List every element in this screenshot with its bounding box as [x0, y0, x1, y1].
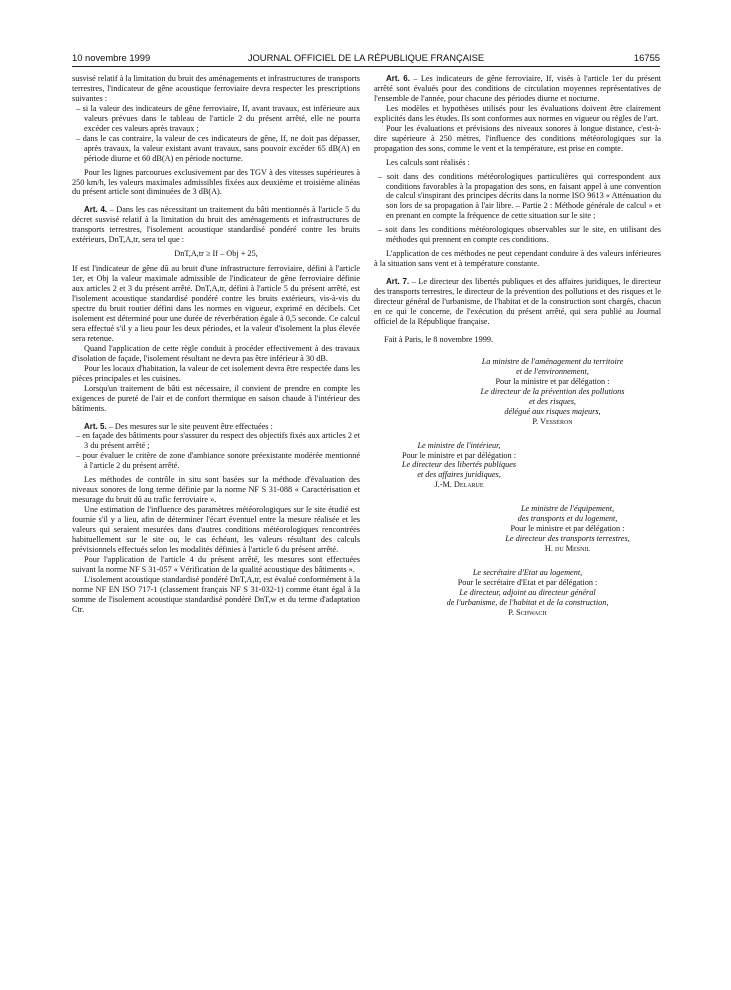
signature-block — [374, 441, 544, 491]
signatory-title: délégué aux risques majeurs, — [504, 406, 601, 416]
signatory-title: des transports et du logement, — [517, 514, 618, 524]
delegation-line: Pour le ministre et par délégation : — [510, 524, 625, 534]
signatory-title: et des risques, — [529, 396, 576, 406]
header-page-number: 16755 — [633, 52, 660, 63]
signatory-title: Le ministre de l'équipement, — [520, 504, 615, 514]
paragraph: Pour les locaux d'habitation, la valeur de cet isolement devra être respectée dans les pièces principales et les cuisines. — [72, 363, 360, 383]
article-text: – Le directeur des libertés publiques et des affaires juridiques, le directeur des transports terrestres, le directeur de la prévention des pollutions et des risques et le directeur général de l'urbanisme, de l'habitat et de la construction sont chargés, chacun en ce qui le concerne, de l'exécution du présent arrêté, qui sera publié au Journal officiel de la République française. — [374, 277, 661, 326]
header-rule — [72, 66, 660, 67]
paragraph: Quand l'application de cette règle conduit à procéder effectivement à des travaux d'isolation de façade, l'isolement résultant ne devra pas être inférieur à 30 dB. — [72, 343, 360, 363]
signatory-name: H. du Mesnil — [544, 544, 591, 554]
signatory-title: Le ministre de l'intérieur, — [417, 440, 501, 450]
signatory-title: et de l'environnement, — [516, 366, 589, 376]
list-item: – soit dans des conditions météorologiques particulières qui correspondent aux conditions favorables à la propagation des sons, en faisant appel à une convention de calcul s'inspirant des principes décrits dans la norme ISO 9613 « Atténuation du son lors de sa propagation à l'air libre. – Partie 2 : Méthode générale de calcul » et en prenant en compte la fréquence de cette situation sur le site ; — [378, 171, 661, 221]
delegation-line: Pour le ministre et par délégation : — [401, 450, 517, 460]
list-item: – soit dans les conditions météorologiques observables sur le site, en utilisant des méthodes qui prennent en compte ces conditions. — [378, 225, 661, 245]
article-label: Art. 6. — [386, 74, 410, 83]
paragraph: susvisé relatif à la limitation du bruit des aménagements et infrastructures de transports terrestres, l'indicateur de gêne acoustique ferroviaire devra respecter les prescriptions suivantes : — [72, 74, 360, 103]
article-label: Art. 5. — [84, 421, 107, 431]
delegation-line: Pour la ministre et par délégation : — [495, 376, 610, 386]
signatory-title: et des affaires juridiques, — [417, 470, 501, 480]
signatory-name: P. Schwach — [508, 607, 547, 617]
signature-block — [374, 568, 661, 618]
header-date: 10 novembre 1999 — [72, 52, 151, 63]
paragraph: Pour les lignes parcourues exclusivement par des TGV à des vitesses supérieures à 250 km/h, les valeurs maximales admissibles fixées aux deuxième et troisième alinéas du présent article sont diminuées de 3 dB(A). — [72, 167, 360, 197]
paragraph: L'application de ces méthodes ne peut cependant conduire à des valeurs inférieures à la situation sans vent et à température constante. — [374, 249, 661, 269]
signatory-title: Le secrétaire d'Etat au logement, — [472, 568, 583, 578]
page-header — [72, 52, 660, 66]
signatory-title: La ministre de l'aménagement du territoire — [481, 356, 624, 366]
signatory-title: Le directeur, adjoint au directeur général — [459, 587, 596, 597]
signatory-title: Le directeur des transports terrestres, — [505, 534, 630, 544]
paragraph: L'isolement acoustique standardisé pondéré DnT,A,tr, est évalué conformément à la norme NF EN ISO 717-1 (classement français NF S 31-032-1) comme étant égal à la somme de l'isolement acoustique standardisé pondéré DnT,w et du terme d'adaptation Ctr. — [72, 574, 360, 614]
paragraph: Pour les évaluations et prévisions des niveaux sonores à longue distance, c'est-à-dire supérieure à 250 mètres, l'influence des conditions météorologiques sur la propagation des sons, comme le vent et la température, est prise en compte. — [374, 123, 661, 153]
list-item: – pour évaluer le critère de zone d'ambiance sonore préexistante modérée mentionné à l'article 2 du présent arrêté. — [76, 451, 360, 471]
article-text: – Les indicateurs de gêne ferroviaire, If, visés à l'article 1er du présent arrêté sont évalués pour des conditions de circulation moyennes représentatives de l'ensemble de l'année, pour chacune des périodes diurne et nocturne. — [374, 74, 661, 103]
paragraph: Une estimation de l'influence des paramètres météorologiques sur le site étudié est fournie s'il y a lieu, afin de déterminer l'écart éventuel entre la mesure réalisée et les valeurs qui seraient mesurées dans d'autres conditions météorologiques rencontrées habituellement sur le site ou, le cas échéant, les valeurs résultant des calculs prévisionnels effectués selon les modalités définies à l'article 6 du présent arrêté. — [72, 505, 360, 554]
list-item: – dans le cas contraire, la valeur de ces indicateurs de gêne, If, ne doit pas dépasser, après travaux, la valeur existant avant travaux, sans pouvoir excéder 65 dB(A) en période diurne et 60 dB(A) en période nocturne. — [76, 133, 360, 163]
article-label: Art. 4. — [84, 205, 108, 215]
left-column — [72, 74, 360, 615]
article-text: – Des mesures sur le site peuvent être effectuées : — [106, 421, 273, 431]
signatory-name: P. Vesseron — [532, 416, 573, 426]
list-item: – en façade des bâtiments pour s'assurer du respect des objectifs fixés aux articles 2 et 3 du présent arrêté ; — [76, 431, 360, 451]
signature-block — [374, 504, 661, 554]
article-4 — [72, 205, 360, 245]
paragraph: Les calculs sont réalisés : — [386, 157, 470, 167]
paragraph: Les méthodes de contrôle in situ sont basées sur la méthode d'évaluation des niveaux sonores de long terme définie par la norme NF S 31-088 « Caractérisation et mesurage du bruit dû au trafic ferroviaire ». — [72, 475, 360, 505]
article-7 — [374, 277, 661, 327]
delegation-line: Pour le secrétaire d'Etat et par délégation : — [457, 578, 598, 588]
article-label: Art. 7. — [386, 277, 410, 287]
signatory-name: J.-M. Delarue — [434, 480, 484, 490]
signatory-title: de l'urbanisme, de l'habitat et de la construction, — [446, 597, 609, 607]
paragraph: Les modèles et hypothèses utilisés pour les évaluations doivent être clairement explicités dans les études. Ils sont conformes aux normes en vigueur ou règles de l'art. — [374, 103, 661, 123]
article-6 — [374, 74, 661, 104]
signature-block — [374, 357, 661, 427]
paragraph: If est l'indicateur de gêne dû au bruit d'une infrastructure ferroviaire, défini à l'article 1er, et Obj la valeur maximale admissible de l'indicateur de gêne ferroviaire définie aux articles 2 et 3 du présent arrêté. DnT,A,tr, défini à l'article 5 du présent arrêté, est l'isolement acoustique standardisé pondéré contre les bruits extérieurs, vis-à-vis du spectre du bruit routier défini dans les normes en vigueur, exprimé en décibels. Cet isolement est déterminé pour une durée de réverbération égale à 0,5 seconde. Ce calcul sera effectué s'il y a lieu pour les deux périodes, et la valeur d'isolement la plus élevée sera retenue. — [72, 264, 360, 343]
signatory-title: Le directeur de la prévention des pollutions — [480, 386, 625, 396]
paragraph: Lorsqu'un traitement de bâti est nécessaire, il convient de prendre en compte les exigences de pureté de l'air et de confort thermique en saison chaude à l'intérieur des bâtiments. — [72, 383, 360, 413]
signatory-title: Le directeur des libertés publiques — [401, 460, 517, 470]
article-5 — [72, 422, 360, 432]
right-column — [374, 74, 661, 618]
paragraph: Pour l'application de l'article 4 du présent arrêté, les mesures sont effectuées suivant la norme NF S 31-057 « Vérification de la qualité acoustique des bâtiments ». — [72, 554, 360, 574]
header-title: JOURNAL OFFICIEL DE LA RÉPUBLIQUE FRANÇAISE — [247, 52, 485, 63]
article-text: – Dans les cas nécessitant un traitement du bâti mentionnés à l'article 5 du décret susvisé relatif à la limitation du bruit des aménagements et infrastructures de transports terrestres, l'isolement acoustique standardisé pondéré contre les bruits extérieurs, DnT,A,tr, sera tel que : — [72, 205, 361, 245]
date-line: Fait à Paris, le 8 novembre 1999. — [384, 334, 494, 344]
list-item: – si la valeur des indicateurs de gêne ferroviaire, If, avant travaux, est inférieure aux valeurs prévues dans le tableau de l'article 2 du présent arrêté, elle ne pourra excéder ces valeurs après travaux ; — [76, 103, 360, 133]
formula: DnT,A,tr ≥ If – Obj + 25, — [174, 249, 258, 259]
